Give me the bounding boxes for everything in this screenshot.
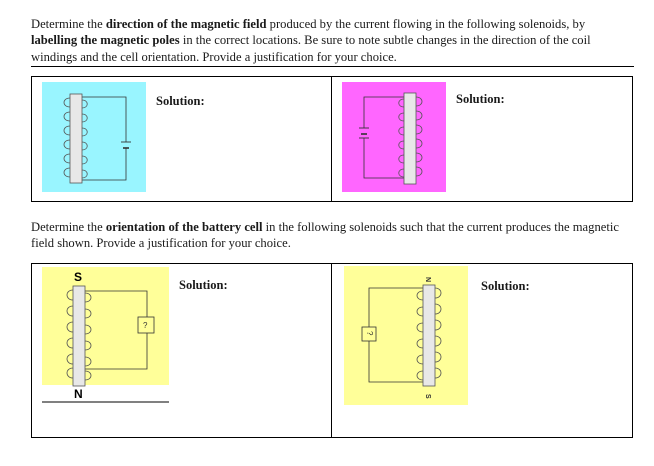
unknown-cell-label: ? xyxy=(143,321,148,330)
figure-1-background xyxy=(42,82,146,192)
solenoid-figure-3 xyxy=(42,267,172,407)
pole-label-top: N xyxy=(424,277,431,283)
solution-table-2 xyxy=(31,263,633,438)
solenoid-core-4 xyxy=(423,285,435,386)
pole-label-top: S xyxy=(74,270,83,284)
q1-emphasis-2: labelling the magnetic poles xyxy=(31,33,180,48)
solenoid-figure-4 xyxy=(344,266,474,411)
solution-label-4: Solution: xyxy=(481,279,530,293)
table-divider xyxy=(331,264,332,437)
solenoid-core-1 xyxy=(70,94,82,183)
solenoid-figure-1 xyxy=(42,82,152,194)
solenoid-figure-2 xyxy=(342,82,452,194)
solution-label-3: Solution: xyxy=(179,278,228,292)
unknown-cell-label: ? xyxy=(365,331,374,336)
solution-label-2: Solution: xyxy=(456,92,505,106)
figure-2-background xyxy=(342,82,446,192)
pole-label-bottom: S xyxy=(424,394,431,399)
pole-label-bottom: N xyxy=(74,387,83,401)
solution-table-1 xyxy=(31,76,633,202)
q1-emphasis-1: direction of the magnetic field xyxy=(105,17,267,31)
table-divider xyxy=(331,77,332,201)
question-2-text: Determine the orientation of the battery cell in the following solenoids such that the current produces the magnetic field shown. Provide a justification for your choice. xyxy=(31,220,619,251)
q2-emphasis-1: orientation of the battery cell xyxy=(105,220,263,234)
solenoid-core-2 xyxy=(404,93,416,184)
solenoid-core-3 xyxy=(73,286,85,386)
divider-rule xyxy=(31,66,634,67)
solution-label-1: Solution: xyxy=(156,94,205,108)
question-1-text: Determine the direction of the magnetic field produced by the current flowing in the following solenoids, by labelling the magnetic poles in the correct locations. Be sure to note subtle changes in the direction of the coil windings and the cell orientation. Provide a justification for your choice. xyxy=(31,17,591,64)
